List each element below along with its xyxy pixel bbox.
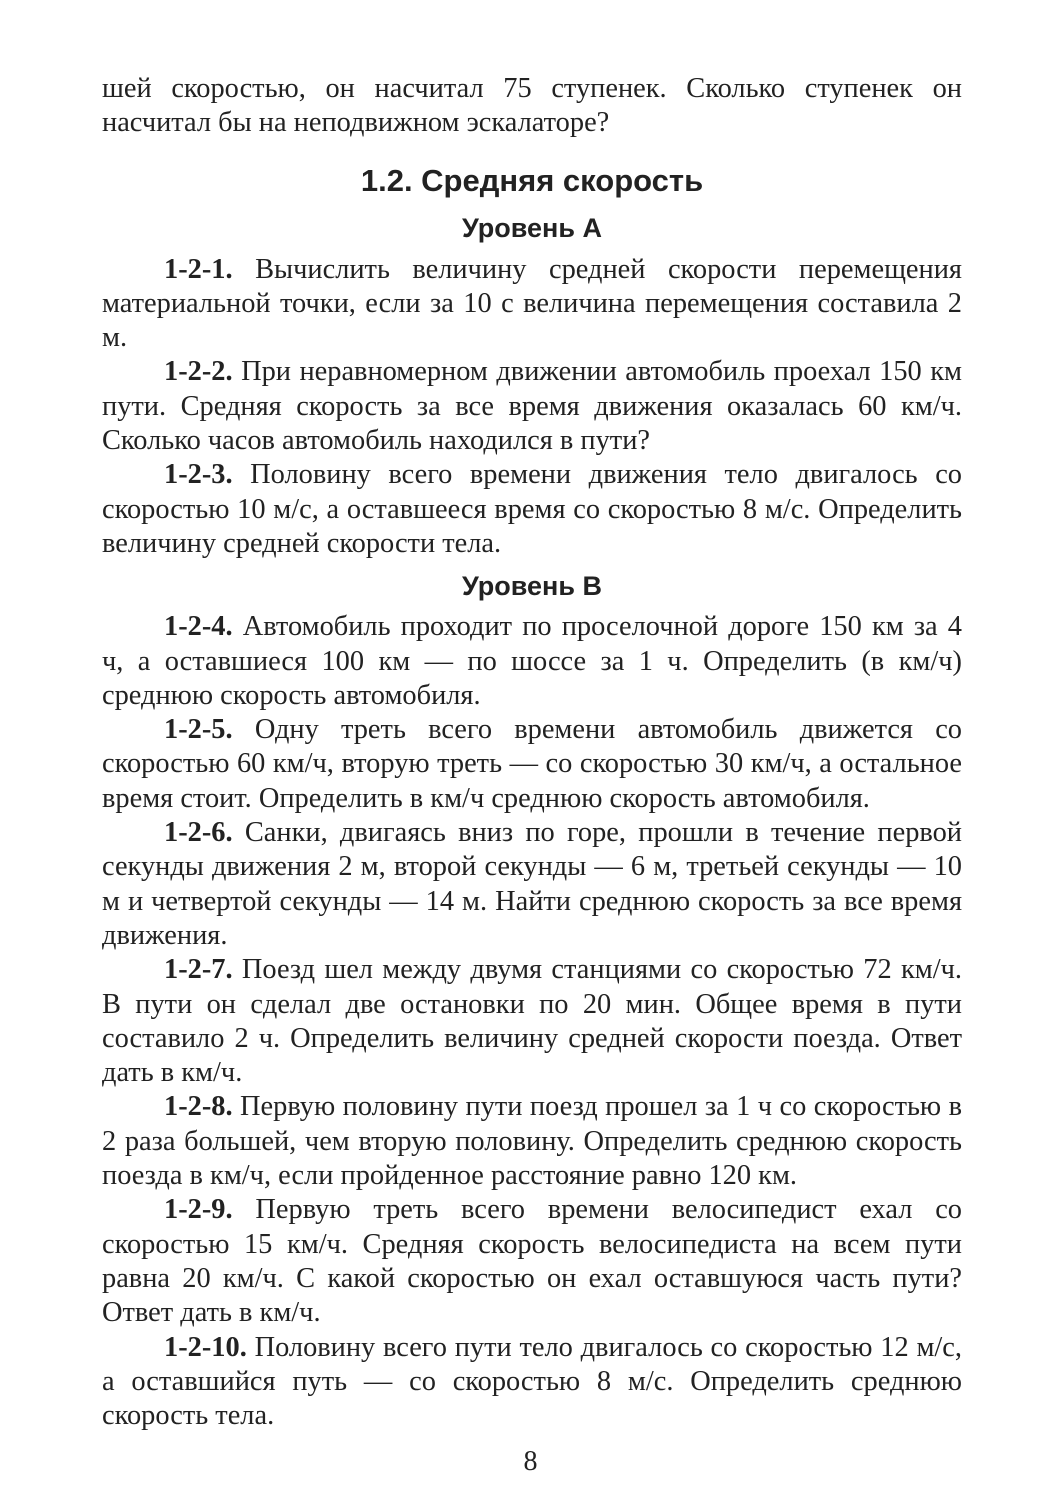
- task-1-2-8: [102, 1090, 962, 1193]
- page-content: [102, 72, 962, 1433]
- task-number: 1-2-8.: [164, 1091, 233, 1123]
- task-1-2-5: [102, 713, 962, 816]
- task-number: 1-2-10.: [164, 1331, 247, 1363]
- level-b-heading: Уровень В: [462, 571, 602, 602]
- task-number: 1-2-1.: [164, 253, 233, 285]
- task-number: 1-2-4.: [164, 611, 233, 643]
- task-text: Половину всего пути тело двигалось со скоростью 12 м/с, а оставшийся путь — со скоростью 8 м/с. Определить среднюю скорость тела.: [102, 1331, 962, 1432]
- task-text: Поезд шел между двумя станциями со скоростью 72 км/ч. В пути он сделал две остановки по 20 мин. Общее время в пути составило 2 ч. Определить величину средней скорости поезда. Ответ дать в км/ч.: [102, 954, 962, 1089]
- task-text: Половину всего времени движения тело двигалось со скоростью 10 м/с, а оставшееся время со скоростью 8 м/с. Определить величину средней скорости тела.: [102, 459, 962, 559]
- task-text: Одну треть всего времени автомобиль движется со скоростью 60 км/ч, вторую треть — со скоростью 30 км/ч, а остальное время стоит. Определить в км/ч среднюю скорость автомобиля.: [102, 714, 962, 814]
- continuation-paragraph: шей скоростью, он насчитал 75 ступенек. Сколько ступенек он насчитал бы на неподвижном эскалаторе?: [102, 73, 962, 139]
- task-1-2-3: [102, 458, 962, 561]
- task-text: Автомобиль проходит по проселочной дороге 150 км за 4 ч, а оставшиеся 100 км — по шоссе за 1 ч. Определить (в км/ч) среднюю скорость автомобиля.: [102, 611, 962, 711]
- task-1-2-4: [102, 610, 962, 713]
- task-number: 1-2-3.: [164, 459, 233, 491]
- task-text: Вычислить величину средней скорости перемещения материальной точки, если за 10 с величина перемещения составила 2 м.: [102, 253, 962, 354]
- task-number: 1-2-7.: [164, 954, 233, 986]
- task-1-2-9: [102, 1193, 962, 1330]
- task-1-2-1: [102, 253, 962, 356]
- page-number: 8: [523, 1446, 538, 1477]
- task-number: 1-2-5.: [164, 714, 233, 746]
- task-text: При неравномерном движении автомобиль проехал 150 км пути. Средняя скорость за все время движения оказалась 60 км/ч. Сколько часов автомобиль находился в пути?: [102, 356, 962, 457]
- task-text: Санки, двигаясь вниз по горе, прошли в течение первой секунды движения 2 м, второй секунды — 6 м, третьей секунды — 10 м и четвертой секунды — 14 м. Найти среднюю скорость за все время движения.: [102, 817, 962, 951]
- task-1-2-7: [102, 953, 962, 1090]
- task-number: 1-2-6.: [164, 817, 233, 849]
- task-1-2-2: [102, 355, 962, 458]
- task-1-2-10: [102, 1331, 962, 1434]
- level-a-heading: Уровень А: [462, 212, 602, 243]
- section-title: 1.2. Средняя скорость: [360, 162, 704, 198]
- task-number: 1-2-2.: [164, 356, 233, 388]
- task-1-2-6: [102, 816, 962, 953]
- task-text: Первую треть всего времени велосипедист ехал со скоростью 15 км/ч. Средняя скорость велосипедиста на всем пути равна 20 км/ч. С какой скоростью он ехал оставшуюся часть пути? Ответ дать в км/ч.: [102, 1194, 962, 1329]
- task-text: Первую половину пути поезд прошел за 1 ч со скоростью в 2 раза большей, чем вторую половину. Определить среднюю скорость поезда в км/ч, если пройденное расстояние равно 120 км.: [102, 1091, 962, 1192]
- task-number: 1-2-9.: [164, 1194, 233, 1226]
